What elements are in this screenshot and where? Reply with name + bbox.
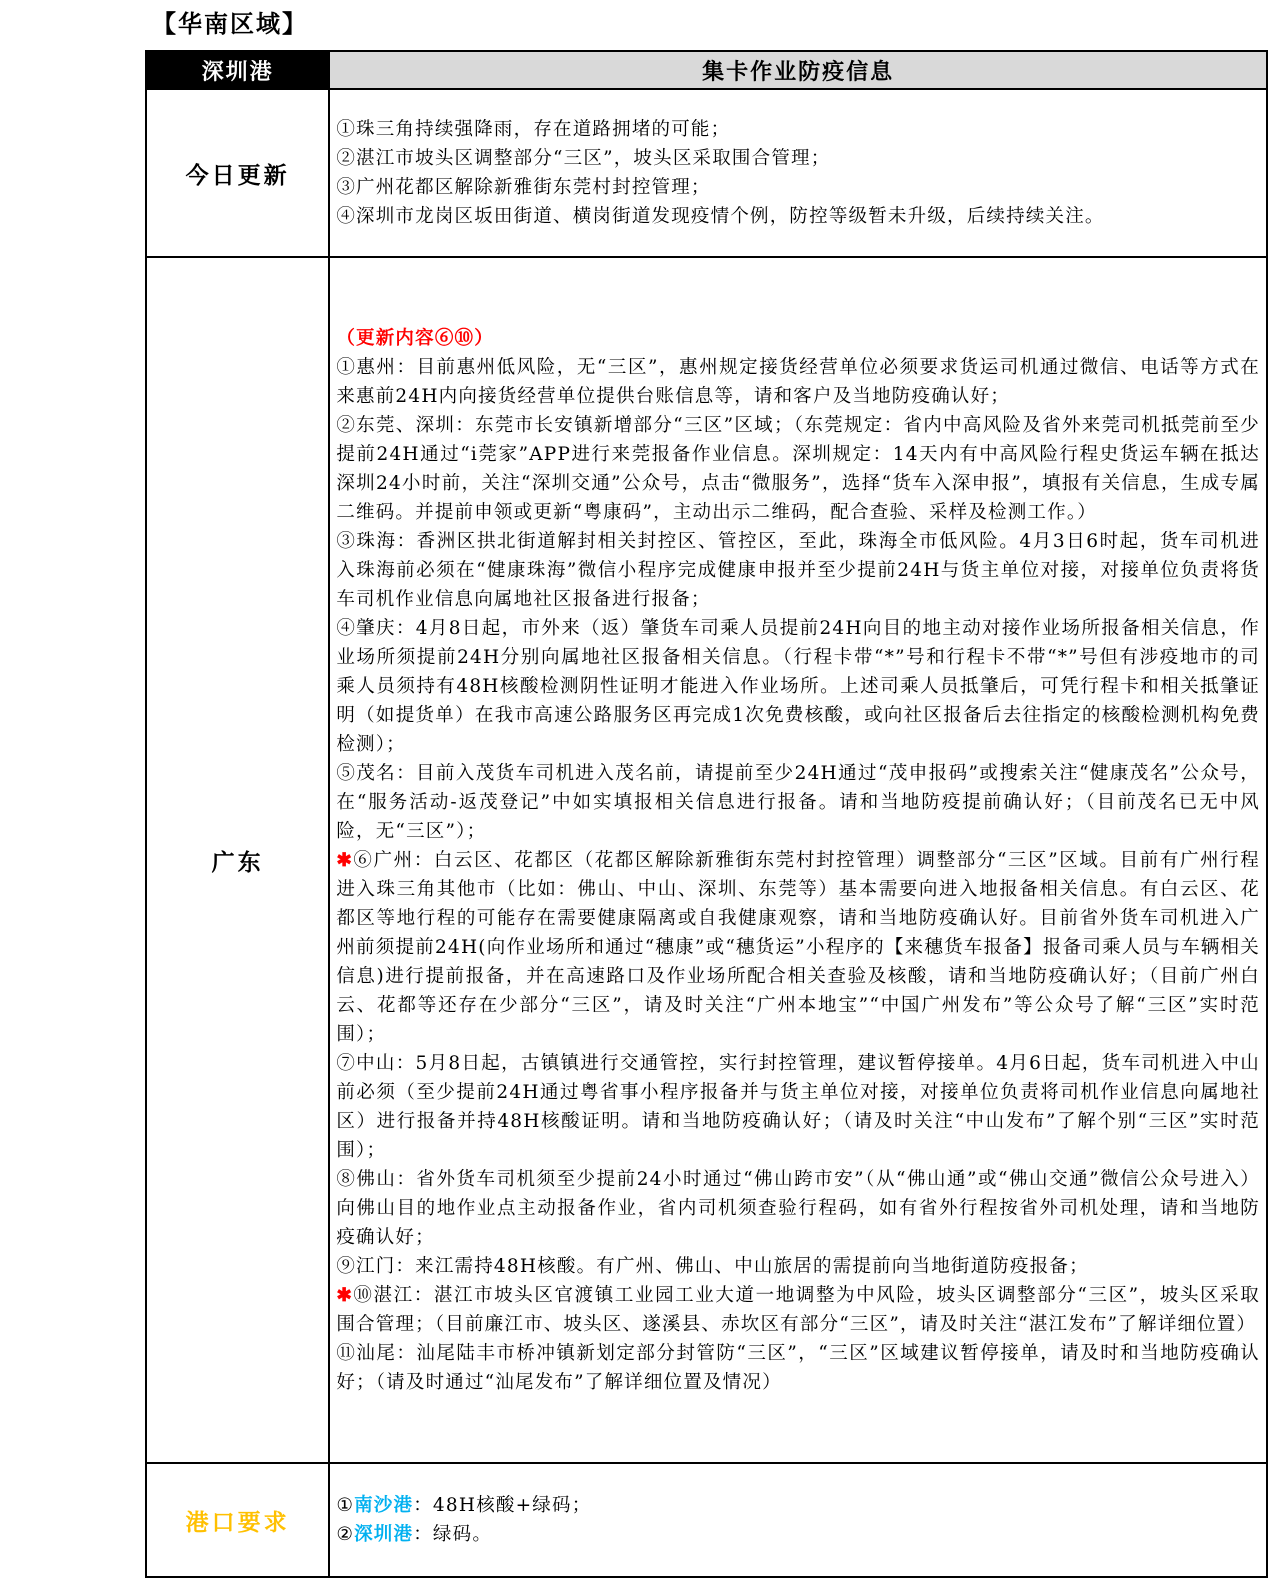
list-item-huizhou: ①惠州：目前惠州低风险，无“三区”，惠州规定接货经营单位必须要求货运司机通过微信、电话等方式在来惠前24H内向接货经营单位提供台账信息等，请和客户及当地防疫确认好； [336, 356, 1260, 407]
region-title: 【华南区域】 [152, 9, 308, 38]
port-requirement: ：48H核酸+绿码； [413, 1495, 592, 1516]
list-item-jiangmen: ⑨江门：来江需持48H核酸。有广州、佛山、中山旅居的需提前向当地街道防疫报备； [336, 1255, 1089, 1277]
list-item-port [336, 1491, 1260, 1520]
port-requirements-content [329, 1463, 1267, 1577]
update-note: （更新内容⑥⑩） [336, 327, 494, 349]
list-item: ①珠三角持续强降雨，存在道路拥堵的可能； [336, 119, 731, 140]
header-port: 深圳港 [146, 51, 329, 89]
list-item: ②湛江市坡头区调整部分“三区”，坡头区采取围合管理； [336, 148, 831, 169]
guangzhou-text: ⑥广州：白云区、花都区（花都区解除新雅街东莞村封控管理）调整部分“三区”区域。目前有广州行程进入珠三角其他市（比如：佛山、中山、深圳、东莞等）基本需要向进入地报备相关信息。有白云区、花都区等地行程的可能存在需要健康隔离或自我健康观察，请和当地防疫确认好。目前省外货车司机进入广州前须提前24H(向作业场所和通过“穗康”或“穗货运”小程序的【来穗货车报备】报备司乘人员与车辆相关信息)进行提前报备，并在高速路口及作业场所配合相关查验及核酸，请和当地防疫确认好；（目前广州白云、花都等还存在少部分“三区”，请及时关注“广州本地宝”“中国广州发布”等公众号了解“三区”实时范围）； [336, 849, 1260, 1045]
row-label-port: 港口要求 [146, 1463, 329, 1577]
list-item-zhongshan: ⑦中山：5月8日起，古镇镇进行交通管控，实行封控管理，建议暂停接单。4月6日起，货车司机进入中山前必须（至少提前24H通过粤省事小程序报备并与货主单位对接，对接单位负责将司机作业信息向属地社区）进行报备并持48H核酸证明。请和当地防疫确认好；（请及时关注“中山发布”了解个别“三区”实时范围）； [336, 1052, 1260, 1161]
epidemic-info-table [145, 50, 1268, 1578]
table-row-guangdong [146, 257, 1267, 1463]
list-item-zhanjiang [336, 1281, 1260, 1339]
red-star-icon: ✱ [336, 849, 354, 871]
list-item-guangzhou [336, 846, 1260, 1049]
list-item-maoming: ⑤茂名：目前入茂货车司机进入茂名前，请提前至少24H通过“茂申报码”或搜索关注“健康茂名”公众号，在“服务活动-返茂登记”中如实填报相关信息进行报备。请和当地防疫提前确认好；（目前茂名已无中风险，无“三区”）； [336, 762, 1260, 842]
row-label-today: 今日更新 [146, 89, 329, 257]
red-star-icon: ✱ [336, 1284, 354, 1306]
port-index: ① [336, 1495, 355, 1516]
today-update-content [329, 89, 1267, 257]
list-item-zhuhai: ③珠海：香洲区拱北街道解封相关封控区、管控区，至此，珠海全市低风险。4月3日6时起，货车司机进入珠海前必须在“健康珠海”微信小程序完成健康申报并至少提前24H与货主单位对接，对接单位负责将货车司机作业信息向属地社区报备进行报备； [336, 530, 1260, 610]
list-item-foshan: ⑧佛山：省外货车司机须至少提前24小时通过“佛山跨市安”（从“佛山通”或“佛山交通”微信公众号进入）向佛山目的地作业点主动报备作业，省内司机须查验行程码，如有省外行程按省外司机处理，请和当地防疫确认好； [336, 1168, 1260, 1248]
port-name: 深圳港 [354, 1524, 414, 1545]
list-item-dongguan-shenzhen: ②东莞、深圳：东莞市长安镇新增部分“三区”区域；（东莞规定：省内中高风险及省外来莞司机抵莞前至少提前24H通过“i莞家”APP进行来莞报备作业信息。深圳规定：14天内有中高风险行程史货运车辆在抵达深圳24小时前，关注“深圳交通”公众号，点击“微服务”，选择“货车入深申报”，填报有关信息，生成专属二维码。并提前申领或更新“粤康码”，主动出示二维码，配合查验、采样及检测工作。） [336, 414, 1260, 523]
list-item-port [336, 1520, 1260, 1549]
port-name: 南沙港 [354, 1495, 414, 1516]
port-index: ② [336, 1524, 355, 1545]
port-requirement: ：绿码。 [413, 1524, 493, 1545]
table-header-row [146, 51, 1267, 89]
row-label-guangdong: 广东 [146, 257, 329, 1463]
list-item: ④深圳市龙岗区坂田街道、横岗街道发现疫情个例，防控等级暂未升级，后续持续关注。 [336, 206, 1105, 227]
table-row-today-update [146, 89, 1267, 257]
list-item-shanwei: ⑪汕尾：汕尾陆丰市桥冲镇新划定部分封管防“三区”，“三区”区域建议暂停接单，请及时和当地防疫确认好；（请及时通过“汕尾发布”了解详细位置及情况） [336, 1342, 1260, 1393]
table-row-port-requirements [146, 1463, 1267, 1577]
list-item-zhaoqing: ④肇庆：4月8日起，市外来（返）肇货车司乘人员提前24H向目的地主动对接作业场所报备相关信息，作业场所须提前24H分别向属地社区报备相关信息。（行程卡带“*”号和行程卡不带“*”号但有涉疫地市的司乘人员须持有48H核酸检测阴性证明才能进入作业场所。上述司乘人员抵肇后，可凭行程卡和相关抵肇证明（如提货单）在我市高速公路服务区再完成1次免费核酸，或向社区报备后去往指定的核酸检测机构免费检测）； [336, 617, 1260, 755]
guangdong-content [329, 257, 1267, 1463]
list-item: ③广州花都区解除新雅街东莞村封控管理； [336, 177, 711, 198]
header-title: 集卡作业防疫信息 [329, 51, 1267, 89]
zhanjiang-text: ⑩湛江：湛江市坡头区官渡镇工业园工业大道一地调整为中风险，坡头区调整部分“三区”，坡头区采取围合管理；（目前廉江市、坡头区、遂溪县、赤坎区有部分“三区”，请及时关注“湛江发布”了解详细位置） [336, 1284, 1260, 1335]
